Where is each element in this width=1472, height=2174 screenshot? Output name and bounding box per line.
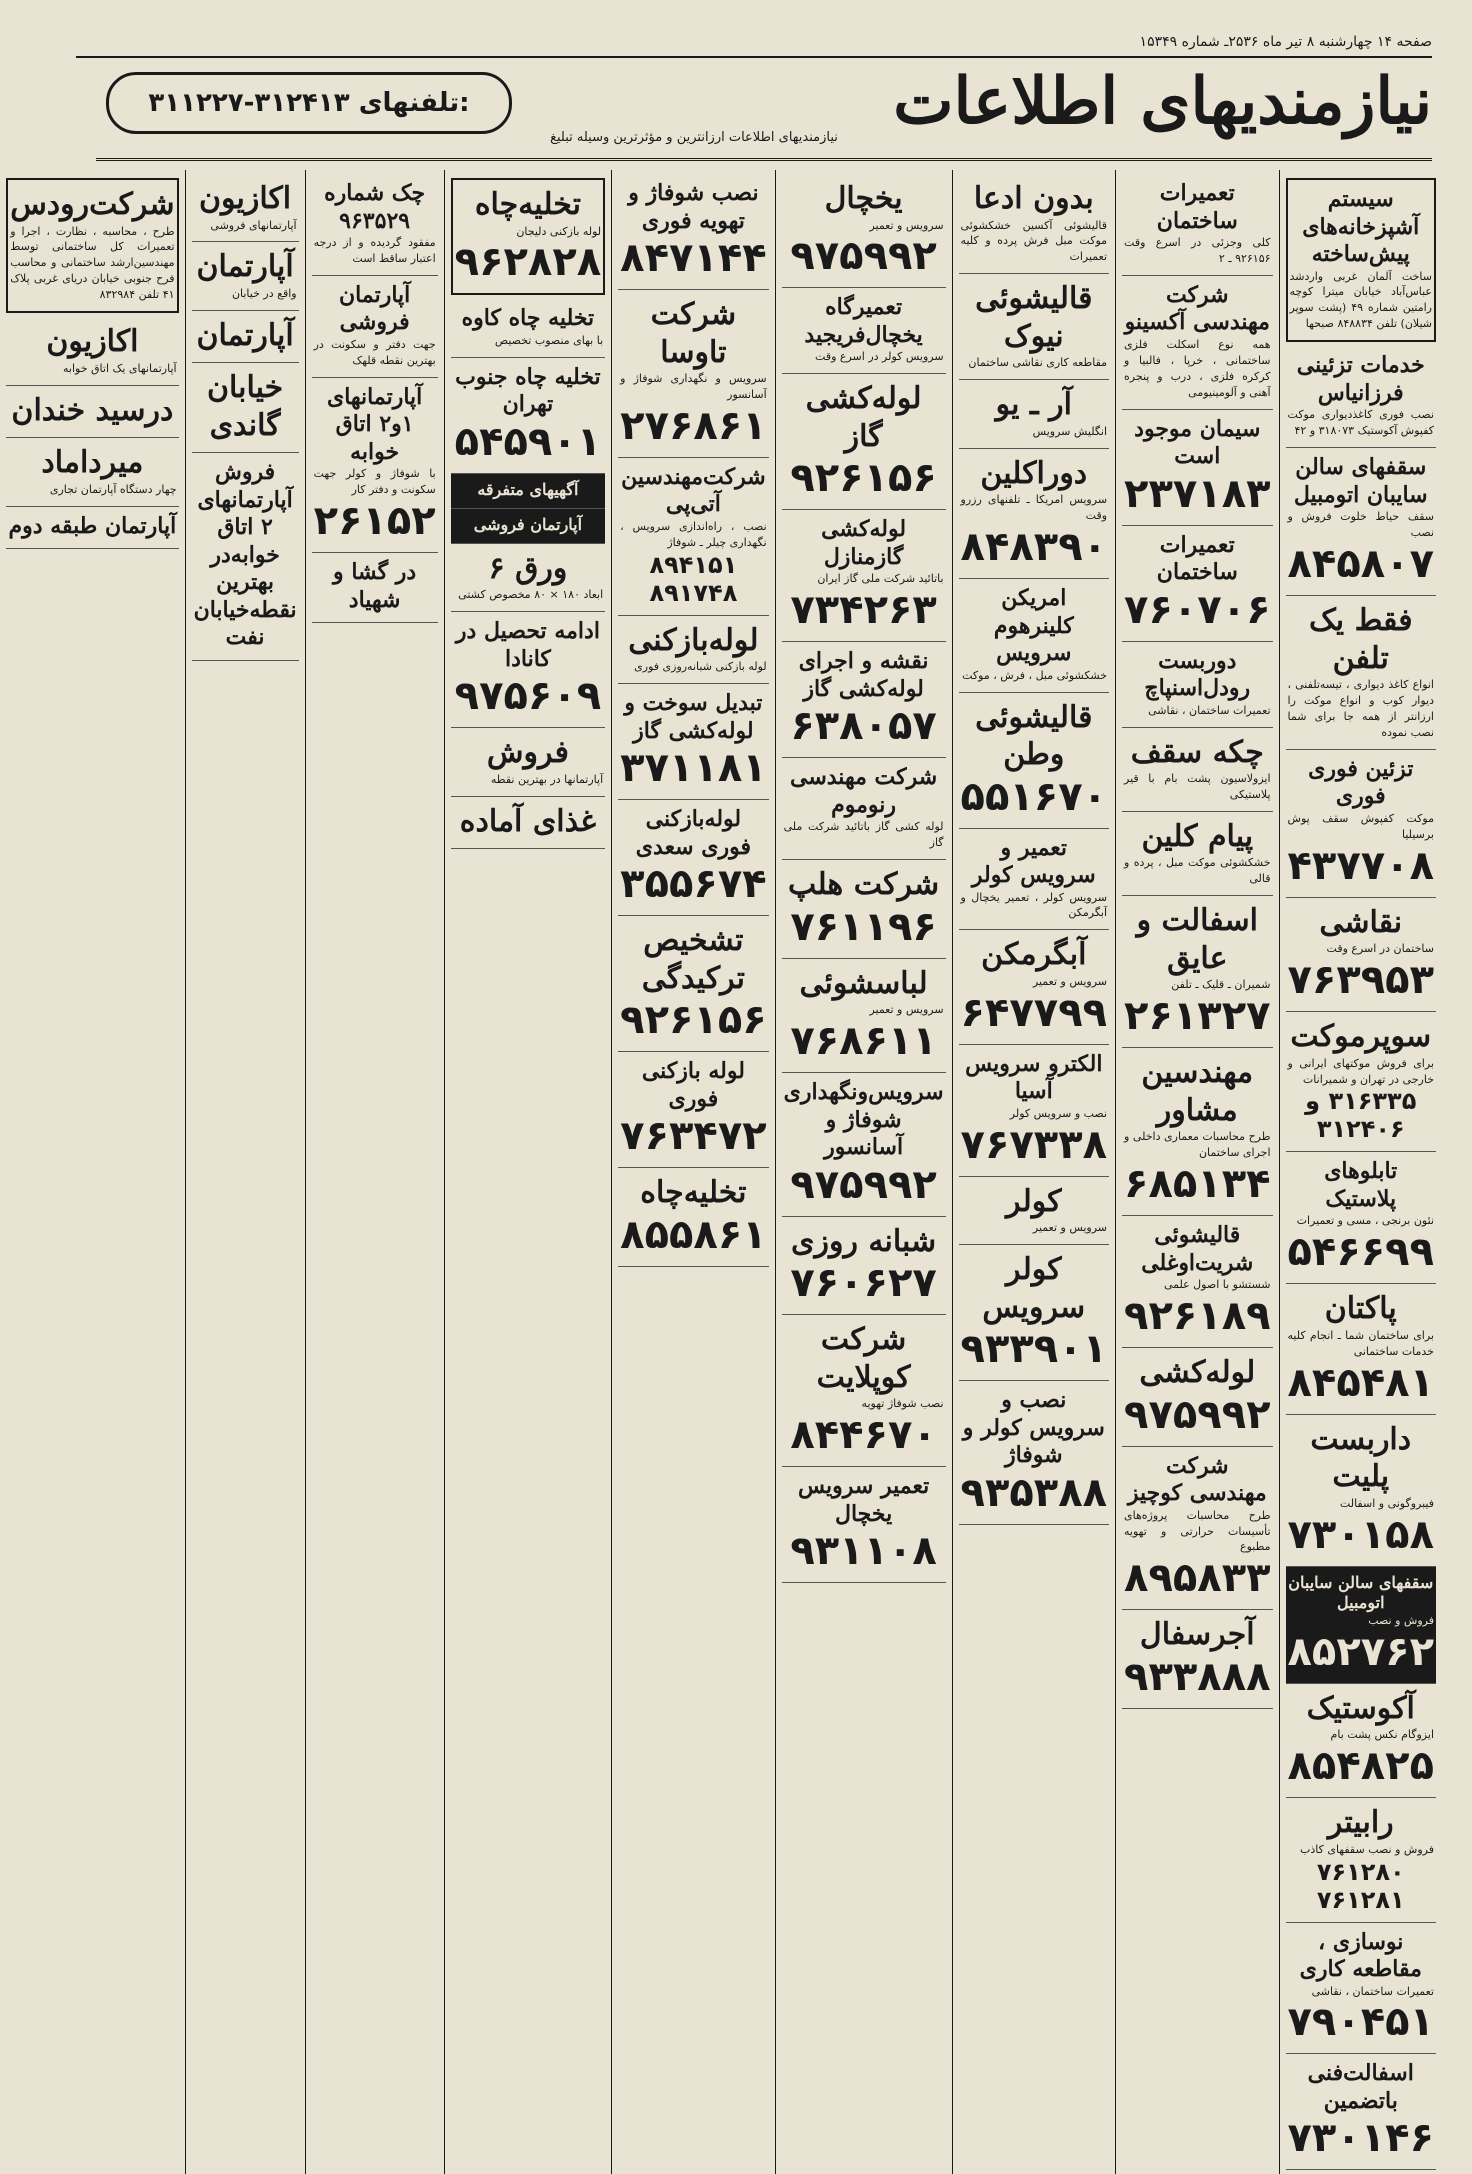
ad-heading: کولر <box>1006 1183 1062 1219</box>
classified-ad <box>451 612 605 728</box>
ad-heading: آپارتمان <box>196 317 294 353</box>
ad-body: ایزوگام نکس پشت بام <box>1330 1728 1434 1742</box>
ad-body: کلی وجزئی در اسرع وقت ۹۲۶۱۵۶ ـ ۲ <box>1124 236 1271 265</box>
ad-phone: ۹۷۵۹۹۲ <box>790 233 937 280</box>
ad-phone: ۳۵۵۶۷۴ <box>620 861 767 908</box>
ad-body: آپارتمانها در بهترین نقطه <box>490 772 604 786</box>
ad-heading: شرکت هلپ <box>788 867 940 903</box>
ad-heading: دوراکلین <box>980 455 1088 491</box>
ad-heading: آپارتمان فروشی <box>473 514 583 534</box>
ad-heading: آپارتمان <box>196 249 294 285</box>
ad-heading: سوپرموکت <box>1290 1019 1432 1055</box>
ad-column-9 <box>0 170 184 2174</box>
ad-phone: ۷۶۰۶۲۷ <box>790 1260 937 1307</box>
ad-heading: آجرسفال <box>1139 1617 1255 1653</box>
ad-heading: شبانه روزی <box>791 1223 937 1259</box>
classified-ad <box>1286 898 1436 1012</box>
classified-ad <box>1122 1447 1272 1611</box>
ad-heading: لوله‌بازکنی <box>628 622 759 658</box>
classified-ad <box>1122 642 1272 728</box>
ad-phone: ۵۴۵۹۰۱ <box>454 418 602 465</box>
ad-heading: تعمیر سرویس یخچال <box>797 1473 930 1527</box>
ad-body: نصب شوفاژ تهویه <box>861 1397 944 1411</box>
ad-body: سرویس و تعمیر <box>1032 974 1108 988</box>
ad-body: فیبروگونی و اسفالت <box>1339 1496 1434 1510</box>
ad-body: انگلیش سرویس <box>1032 424 1108 438</box>
classified-ad <box>618 458 768 616</box>
ad-phone: ۶۳۸۰۵۷ <box>790 703 937 750</box>
ad-heading: اسفالت و عایق <box>1136 903 1258 976</box>
classified-ad <box>959 380 1109 448</box>
classified-ad <box>782 288 946 374</box>
newspaper-page <box>8 0 1472 2162</box>
classified-ad <box>6 507 178 550</box>
classified-ad <box>959 1381 1109 1525</box>
ad-heading: اکازیون <box>46 324 139 360</box>
ad-heading: کولر سرویس <box>982 1252 1086 1325</box>
ad-heading: شرکت کوپلایت <box>816 1322 911 1395</box>
ad-column-6 <box>444 170 611 2174</box>
classified-ad <box>959 274 1109 380</box>
ad-phone: ۵۵۱۶۷۰ <box>960 773 1108 820</box>
classified-ad <box>618 916 768 1052</box>
ad-column-2 <box>1115 170 1278 2174</box>
ad-body: واقع در خیابان <box>231 286 297 300</box>
phones-number: ۳۱۱۲۲۷-۳۱۲۴۱۳ <box>148 88 350 118</box>
classified-ad <box>1286 1415 1436 1567</box>
classified-ad <box>1122 526 1272 642</box>
ad-heading: لباسشوئی <box>799 965 928 1001</box>
ad-heading: میرداماد <box>41 445 144 481</box>
ad-body: سرویس و تعمیر <box>1032 1221 1108 1235</box>
ad-heading: آکوستیک <box>1306 1690 1415 1726</box>
ad-heading: تعمیر و سرویس کولر <box>971 834 1096 888</box>
ad-body: ساخت آلمان غربی واردشد عباس‌آباد خیابان میترا کوچه رامتین شماره ۴۹ (پشت سوپر شیلان) تلفن ۸۴۸۸۳۴ صبحها <box>1289 269 1432 331</box>
ad-heading: آر ـ یو <box>995 387 1072 423</box>
ad-heading: چک شماره ۹۶۳۵۲۹ <box>324 180 426 234</box>
classified-ad <box>782 642 946 758</box>
ad-body: باتائید شرکت ملی گاز ایران <box>817 572 944 586</box>
ad-phone: ۸۴۵۴۸۱ <box>1287 1359 1434 1406</box>
classified-ad <box>312 378 438 553</box>
classified-ad <box>6 386 178 439</box>
classified-ad <box>192 311 299 364</box>
ad-body: لوله بازکنی دلیجان <box>516 224 602 238</box>
ad-phone: ۶۸۵۱۳۴ <box>1124 1161 1271 1208</box>
ad-column-8 <box>185 170 305 2174</box>
ad-body: لوله بازکنی شبانه‌روزی فوری <box>634 660 767 674</box>
ad-phone: ۹۲۶۱۵۶ <box>790 455 937 502</box>
ad-heading: سرویس‌ونگهداری شوفاژ و آسانسور <box>783 1079 944 1161</box>
classified-ad <box>782 374 946 510</box>
classified-ad <box>782 174 946 288</box>
ad-heading: تابلوهای پلاستیک <box>1324 1158 1398 1212</box>
ad-heading: قالیشوئی وطن <box>975 699 1093 772</box>
ad-heading: لوله‌بازکنی فوری سعدی <box>635 806 751 860</box>
ad-heading: تزئین فوری فوری <box>1308 755 1414 810</box>
ad-phone: ۷۶۳۹۵۳ <box>1287 957 1434 1004</box>
classified-ad <box>192 363 299 453</box>
ad-body: طرح محاسبات معماری داخلی و اجرای ساختمان <box>1124 1130 1271 1160</box>
classified-ad <box>959 1245 1109 1381</box>
classified-ad <box>1122 276 1272 410</box>
ad-body: سرویس کولر ، تعمیر یخچال و آبگرمکن <box>960 890 1108 920</box>
classified-ad <box>1122 1216 1272 1348</box>
classified-ad <box>782 1467 946 1583</box>
classified-ad <box>618 616 768 684</box>
classified-ad <box>1286 1684 1436 1798</box>
classified-ad <box>618 684 768 800</box>
ad-heading: غذای آماده <box>459 803 597 839</box>
ad-phone: ۸۴۴۶۷۰ <box>790 1412 937 1459</box>
ad-body: جهت دفتر و سکونت در بهترین نقطه قلهک <box>313 337 436 367</box>
ad-phone: ۸۵۴۸۲۵ <box>1287 1743 1434 1790</box>
ad-body: ساختمان در اسرع وقت <box>1326 942 1434 956</box>
ad-heading: تخلیه چاه جنوب تهران <box>455 363 601 418</box>
ad-body: انواع کاغذ دیواری ، تیسه‌تلفنی ، دیوار کوب و انواع موکت را ارزانتر از همه جا برای شما نصب نموده <box>1287 678 1434 739</box>
ad-heading: نصب و سرویس کولر و شوفاژ <box>962 1387 1105 1469</box>
ad-heading: درسید خندان <box>11 392 174 428</box>
ad-phone: ۷۹۰۴۵۱ <box>1287 1999 1434 2046</box>
classified-ad <box>451 509 605 544</box>
ad-heading: خیابان گاندی <box>206 370 284 443</box>
masthead-title: نیازمندیهای اطلاعات <box>893 64 1432 139</box>
ad-body: برای فروش موکتهای ایرانی و خارجی در تهران و شمیرانات <box>1287 1056 1434 1086</box>
ad-phone: ۸۴۷۱۴۴ <box>620 235 767 281</box>
classified-ad <box>451 474 605 509</box>
classified-ad <box>782 860 946 959</box>
ad-heading: رابیتر <box>1327 1805 1394 1841</box>
ad-body: شمیران ـ قلیک ـ تلفن <box>1171 978 1271 992</box>
ad-phone: ۹۷۵۹۹۲ <box>790 1161 937 1208</box>
ad-body: موکت کفپوش سقف پوش برسیلیا <box>1287 811 1434 841</box>
ad-body: برای ساختمان شما ـ انجام کلیه خدمات ساختمانی <box>1287 1328 1434 1358</box>
ad-body: آپارتمانهای یک اتاق خوابه <box>63 361 177 375</box>
ad-heading: تبدیل سوخت و لوله‌کشی گاز <box>624 690 763 744</box>
ad-heading: قالیشوئی نیوک <box>975 281 1093 354</box>
ad-heading: پیام کلین <box>1141 818 1254 854</box>
classified-ad <box>6 438 178 506</box>
classified-ad <box>451 797 605 850</box>
classified-ad <box>782 959 946 1073</box>
ad-heading: لوله‌کشی گاز <box>805 381 922 454</box>
ad-body: قالیشوئی آکسین خشکشوئی موکت مبل فرش پرده و کلیه تعمیرات <box>960 218 1108 264</box>
ad-phone: ۴۳۷۷۰۸ <box>1287 842 1434 889</box>
ad-body: تعمیرات ساختمان ، نقاشی <box>1311 1984 1434 1998</box>
classified-ad <box>1286 750 1436 898</box>
ad-heading: نوسازی ، مقاطعه کاری <box>1299 1928 1422 1982</box>
classified-ad <box>1286 596 1436 750</box>
ad-body: با بهای منصوب تخصیص <box>494 333 604 347</box>
ad-heading: آپارتمان فروشی <box>339 281 411 336</box>
ad-heading: تخلیه‌چاه <box>474 187 581 222</box>
ad-column-7 <box>305 170 444 2174</box>
ad-phone: ۹۷۵۶۰۹ <box>454 673 602 720</box>
ad-body: خشکشوئی مبل ، فرش ، موکت <box>962 668 1108 682</box>
classified-ad <box>1286 1012 1436 1152</box>
classified-ad <box>1286 2054 1436 2170</box>
ad-columns <box>8 170 1442 2162</box>
classified-ad <box>1122 1048 1272 1216</box>
ad-heading: فروش <box>486 735 569 771</box>
classified-ad <box>959 930 1109 1044</box>
ad-heading: تعمیرات ساختمان <box>1156 531 1238 586</box>
classified-ad <box>451 728 605 796</box>
classified-ad <box>6 317 178 385</box>
ad-heading: لوله‌کشی گازمنازل <box>821 516 907 570</box>
ad-phone: ۹۳۵۳۸۸ <box>960 1469 1108 1516</box>
ad-phone: ۶۴۷۷۹۹ <box>960 989 1108 1036</box>
ad-heading: شرکت تاوسا <box>650 297 737 370</box>
ad-body: نصب ، راه‌اندازی سرویس ، نگهداری چیلر ـ شوفاژ <box>620 519 767 549</box>
ad-body: شستشو با اصول علمی <box>1163 1278 1271 1292</box>
ad-heading: نقاشی <box>1319 904 1403 940</box>
masthead <box>96 58 1432 161</box>
ad-phone: ۸۴۵۸۰۷ <box>1287 541 1434 587</box>
ad-body: سرویس کولر در اسرع وقت <box>815 350 944 364</box>
ad-heading: تعمیرگاه یخچال‌فریجید <box>804 294 923 348</box>
ad-body: نصب و سرویس کولر <box>1009 1106 1108 1120</box>
ad-body: نصب فوری کاغذدیواری موکت کفپوش آکوستیک ۳۱۸۰۷۳ و ۴۲ <box>1287 408 1434 438</box>
ad-heading: فروش آپارتمانهای ۲ اتاق خوابه‌در بهترین نقطه‌خیابان نفت <box>193 459 297 651</box>
classified-ad <box>1122 896 1272 1048</box>
ad-phone: ۳۱۶۳۳۵ و ۳۱۲۴۰۶ <box>1305 1087 1417 1144</box>
ad-body: طرح محاسبات پروژه‌های تأسیسات حرارتی و تهویه مطبوع <box>1124 1508 1271 1554</box>
ad-column-3 <box>952 170 1115 2174</box>
ad-heading: بدون ادعا <box>973 181 1094 216</box>
ad-phone: ۷۳۰۱۴۶ <box>1287 2115 1434 2162</box>
classified-ad <box>1122 1610 1272 1709</box>
ad-phone: ۵۴۶۶۹۹ <box>1287 1229 1434 1276</box>
classified-ad <box>959 829 1109 931</box>
ad-heading: خدمات تزئینی فرزانیاس <box>1296 352 1425 406</box>
ad-heading: تشخیص ترکیدگی <box>641 923 746 996</box>
ad-phone: ۹۷۵۹۹۲ <box>1124 1391 1271 1438</box>
ad-phone: ۷۳۴۲۶۳ <box>790 587 937 634</box>
ad-heading: در گشا و شهیاد <box>333 559 417 613</box>
ad-heading: یخچال <box>824 181 903 216</box>
classified-ad <box>959 449 1109 579</box>
ad-phone: ۷۶۸۶۱۱ <box>790 1018 937 1065</box>
classified-ad <box>1286 1923 1436 2055</box>
ad-heading: چکه سقف <box>1130 734 1264 770</box>
ad-phone: ۲۳۷۱۸۳ <box>1124 470 1271 517</box>
ad-phone: ۹۲۶۱۵۶ <box>620 997 767 1044</box>
ad-column-5 <box>611 170 774 2174</box>
ad-heading: نصب شوفاژ و تهویه فوری <box>628 180 759 234</box>
classified-ad <box>618 800 768 916</box>
classified-ad <box>959 1045 1109 1177</box>
ad-heading: سیستم آشپزخانه‌های پیش‌ساخته <box>1302 186 1420 267</box>
classified-ad <box>6 178 178 313</box>
ad-phone: ۸۹۴۱۵۱ ۸۹۱۷۴۸ <box>649 550 738 607</box>
ad-body: ایزولاسیون پشت بام با قیر پلاستیکی <box>1124 772 1271 801</box>
classified-ad <box>1122 1348 1272 1447</box>
ad-heading: دوربست رودل‌اسنپاچ <box>1144 647 1251 702</box>
phones-label: تلفنهای: <box>358 88 470 118</box>
ad-heading: سقفهای سالن سایبان اتومبیل <box>1293 454 1428 508</box>
ad-body: سقف حیاط خلوت فروش و نصب <box>1287 510 1434 540</box>
ad-heading: شرکت مهندسی رنوموم <box>789 764 938 818</box>
classified-ad <box>1122 174 1272 276</box>
classified-ad <box>1286 448 1436 596</box>
classified-ad <box>959 579 1109 692</box>
ad-heading: سقفهای سالن سایبان اتومبیل <box>1288 1572 1434 1612</box>
ad-heading: اسفالت‌فنی باتضمین <box>1307 2060 1414 2114</box>
ad-phone: ۲۶۱۳۲۷ <box>1124 993 1271 1040</box>
folio-line: صفحه ۱۴ چهارشنبه ۸ تیر ماه ۲۵۳۶ـ شماره ۱۵۳۴۹ <box>76 34 1432 58</box>
ad-phone: ۲۶۱۵۲ <box>313 498 436 545</box>
ad-phone: ۹۳۱۱۰۸ <box>790 1528 937 1575</box>
ad-phone: ۷۳۰۱۵۸ <box>1287 1511 1434 1558</box>
masthead-phones <box>106 72 512 134</box>
classified-ad <box>782 1073 946 1217</box>
ad-phone: ۷۶۰۷۰۶ <box>1124 586 1271 633</box>
classified-ad <box>192 242 299 310</box>
classified-ad <box>1286 1152 1436 1284</box>
ad-body: آپارتمانهای فروشی <box>210 218 297 232</box>
ad-heading: داربست پلیت <box>1310 1421 1412 1495</box>
ad-body: سرویس امریکا ـ تلفنهای رزرو وقت <box>960 493 1108 523</box>
ad-body: سرویس و تعمیر <box>869 1003 944 1017</box>
ad-heading: شرکت‌رودس <box>10 187 175 222</box>
ad-phone: ۸۵۲۷۶۲ <box>1287 1628 1434 1675</box>
ad-column-4 <box>775 170 952 2174</box>
classified-ad <box>192 453 299 661</box>
classified-ad <box>959 1177 1109 1245</box>
classified-ad <box>312 553 438 623</box>
ad-phone: ۷۶۷۳۳۸ <box>960 1121 1108 1168</box>
ad-heading: آبگرمکن <box>981 937 1087 973</box>
ad-phone: ۹۲۶۱۸۹ <box>1124 1293 1271 1340</box>
classified-ad <box>451 299 605 357</box>
ad-body: سرویس و تعمیر <box>869 218 944 232</box>
ad-heading: ادامه تحصیل در کانادا <box>455 618 600 672</box>
classified-ad <box>959 693 1109 829</box>
classified-ad <box>192 174 299 242</box>
ad-heading: اکازیون <box>199 181 292 216</box>
ad-heading: تخلیه چاه کاوه <box>461 305 595 332</box>
ad-heading: فقط یک تلفن <box>1308 603 1413 676</box>
ad-phone: ۸۵۵۸۶۱ <box>620 1211 767 1258</box>
classified-ad <box>1286 1567 1436 1684</box>
ad-phone: ۸۹۵۸۳۳ <box>1124 1555 1271 1602</box>
ad-heading: لوله بازکنی فوری <box>641 1058 745 1112</box>
classified-ad <box>618 1168 768 1267</box>
ad-body: ابعاد ۱۸۰ × ۸۰ مخصوص کشتی <box>458 588 604 602</box>
ad-body: فروش و نصب سقفهای کاذب <box>1300 1842 1434 1856</box>
ad-heading: شرکت مهندسی آکسینو <box>1124 281 1270 336</box>
classified-ad <box>782 758 946 860</box>
classified-ad <box>1286 1284 1436 1414</box>
classified-ad <box>451 358 605 474</box>
ad-heading: آپارتمان طبقه دوم <box>8 512 177 539</box>
ad-body: با شوفاژ و کولر جهت سکونت و دفتر کار <box>313 467 436 497</box>
ad-phone: ۷۶۱۲۸۰ ۷۶۱۲۸۱ <box>1316 1857 1405 1914</box>
ad-heading: تخلیه‌چاه <box>640 1175 747 1211</box>
ad-heading: آگهیهای متفرقه <box>477 479 579 499</box>
ad-heading: شرکت مهندسی کوچیز <box>1127 1452 1267 1507</box>
classified-ad <box>618 1052 768 1168</box>
classified-ad <box>451 544 605 612</box>
ad-body: خشکشوئی موکت مبل ، پرده و قالی <box>1124 856 1271 886</box>
classified-ad <box>312 174 438 276</box>
classified-ad <box>1122 410 1272 526</box>
ad-body: سرویس و نگهداری شوفاژ و آسانسور <box>620 372 767 401</box>
classified-ad <box>1286 346 1436 448</box>
ad-heading: ورق ۶ <box>488 550 568 586</box>
ad-heading: مهندسین مشاور <box>1141 1055 1254 1128</box>
ad-phone: ۷۶۳۴۷۲ <box>620 1113 767 1160</box>
classified-ad <box>1122 728 1272 812</box>
ad-body: همه نوع اسکلت فلزی ساختمانی ، خرپا ، فالبیا و کرکره فلزی ، درب و پنجره آهنی و آلومینیومی <box>1124 337 1271 399</box>
ad-body: نئون برنجی ، مسی و تعمیرات <box>1296 1214 1434 1228</box>
ad-phone: ۹۳۳۹۰۱ <box>960 1326 1108 1373</box>
ad-body: مقاطعه کاری نقاشی ساختمان <box>968 356 1108 370</box>
ad-phone: ۷۶۱۱۹۶ <box>790 903 937 950</box>
ad-body: چهار دستگاه آپارتمان تجاری <box>49 482 177 496</box>
ad-body: تعمیرات ساختمان ، نقاشی <box>1148 703 1271 717</box>
ad-heading: امریکن کلینرهوم سرویس <box>993 585 1074 667</box>
classified-ad <box>312 276 438 378</box>
ad-phone: ۹۶۲۸۲۸ <box>454 239 602 286</box>
ad-heading: آپارتمانهای ۱و۲ اتاق خوابه <box>326 383 423 465</box>
classified-ad <box>782 1217 946 1316</box>
ad-heading: لوله‌کشی <box>1139 1355 1256 1391</box>
classified-ad <box>782 1315 946 1467</box>
classified-ad <box>782 510 946 642</box>
classified-ad <box>451 178 605 295</box>
classified-ad <box>618 290 768 458</box>
ad-body: طرح ، محاسبه ، نظارت ، اجرا و تعمیرات کل ساختمانی توسط مهندسین‌ارشد ساختمانی و محاسب فرح جنوبی خیابان دریای غربی پلاک ۴۱ تلفن ۸۳۲۹۸۴ <box>10 224 175 302</box>
ad-column-1 <box>1279 170 1442 2174</box>
ad-heading: نقشه و اجرای لوله‌کشی گاز <box>798 648 929 702</box>
classified-ad <box>618 174 768 290</box>
ad-phone: ۸۴۸۳۹۰ <box>960 524 1108 571</box>
ad-heading: قالیشوئی شریت‌اوغلی <box>1141 1222 1254 1276</box>
ad-phone: ۹۳۳۸۸۸ <box>1124 1653 1271 1700</box>
classified-ad <box>1122 812 1272 896</box>
ad-body: لوله کشی گاز باتائید شرکت ملی گاز <box>783 820 944 850</box>
ad-body: مفقود گردیده و از درجه اعتبار ساقط است <box>313 236 436 265</box>
ad-phone: ۳۷۱۱۸۱ <box>620 745 767 792</box>
ad-heading: تعمیرات ساختمان <box>1156 180 1238 234</box>
classified-ad <box>1286 1798 1436 1922</box>
ad-heading: سیمان موجود است <box>1134 415 1261 470</box>
masthead-tagline: نیازمندیهای اطلاعات ارزانترین و مؤثرترین وسیله تبلیغ <box>550 130 838 145</box>
ad-heading: الکترو سرویس آسیا <box>965 1050 1103 1105</box>
classified-ad <box>959 174 1109 274</box>
ad-body: فروش و نصب <box>1368 1613 1434 1627</box>
ad-heading: شرکت‌مهندسین آتی‌پی <box>621 463 766 518</box>
ad-heading: پاکتان <box>1324 1291 1397 1327</box>
ad-phone: ۲۷۶۸۶۱ <box>620 402 767 449</box>
classified-ad <box>1286 178 1436 342</box>
